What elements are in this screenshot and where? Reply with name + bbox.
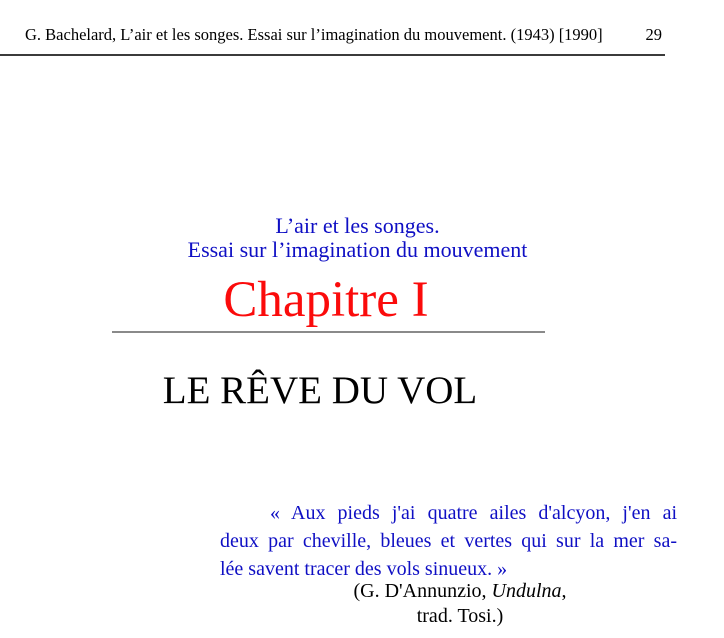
book-title-line1: L’air et les songes.	[275, 213, 440, 238]
header-citation: G. Bachelard, L’air et les songes. Essai sur l’imagination du mouvement. (1943) [1990]	[25, 25, 603, 44]
epigraph-line-2: deux par cheville, bleues et vertes qui sur la mer sa-	[220, 530, 677, 552]
epigraph-quote	[220, 499, 677, 583]
attribution-line1	[230, 579, 690, 604]
epigraph-line-3: lée savent tracer des vols sinueux. »	[220, 558, 508, 580]
book-title-line2: Essai sur l’imagination du mouvement	[187, 237, 528, 262]
epigraph-line-1: « Aux pieds j'ai quatre ailes d'alcyon, j'en ai	[270, 502, 677, 524]
header-rule	[0, 54, 665, 56]
attribution-comma: ,	[561, 580, 567, 602]
chapter-rule	[112, 331, 545, 333]
chapter-heading: Chapitre I	[223, 272, 429, 328]
running-header	[25, 26, 662, 44]
chapter-title: LE RÊVE DU VOL	[162, 369, 478, 412]
page-number: 29	[645, 25, 662, 44]
book-title	[0, 214, 715, 262]
attribution-work-title: Undulna	[491, 580, 562, 602]
epigraph-attribution	[230, 579, 690, 629]
attribution-author: (G. D'Annunzio,	[353, 580, 492, 602]
attribution-line2: trad. Tosi.)	[416, 605, 504, 627]
